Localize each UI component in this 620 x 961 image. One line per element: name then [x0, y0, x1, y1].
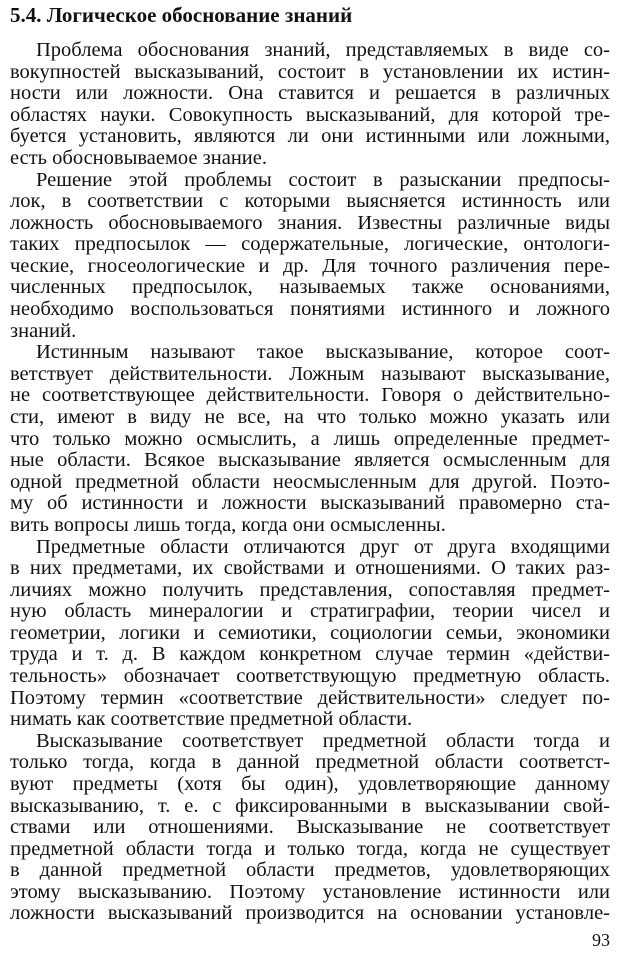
text-line: только тогда, когда в данной предметной области соответст-: [10, 751, 610, 774]
text-line: Предметные области отличаются друг от друга входящими: [36, 535, 610, 558]
text-line: высказыванию, т. е. с фиксированными в высказывании свой-: [10, 794, 610, 817]
text-line: ные области. Всякое высказывание является осмысленным для: [10, 449, 610, 472]
text-line: Высказывание соответствует предметной области тогда и: [36, 729, 610, 752]
text-line: областях науки. Совокупность высказываний, для которой тре-: [10, 103, 610, 126]
text-line: ческие, гносеологические и др. Для точного различения пере-: [10, 254, 610, 277]
text-line: ложности высказываний производится на основании установле-: [10, 902, 610, 925]
text-line: Поэтому термин «соответствие действительности» следует по-: [10, 686, 610, 709]
text-line: нимать как соответствие предметной области.: [10, 708, 413, 731]
text-line: вить вопросы лишь тогда, когда они осмысленны.: [10, 513, 446, 536]
text-line: одной предметной области неосмысленным для другой. Поэто-: [10, 470, 610, 493]
text-line: численных предпосылок, называемых также основаниями,: [10, 276, 610, 299]
text-line: не соответствующее действительности. Говоря о действительно-: [10, 384, 610, 407]
text-line: в них предметами, их свойствами и отношениями. О таких раз-: [10, 557, 610, 579]
text-line: Истинным называют такое высказывание, которое соот-: [36, 341, 610, 364]
page-number: 93: [592, 930, 610, 950]
text-line: лок, в соответствии с которыми выясняется истинность или: [10, 190, 610, 213]
text-line: ложность обосновываемого знания. Известны различные виды: [10, 211, 610, 234]
text-line: ветствует действительности. Ложным называют высказывание,: [10, 362, 610, 385]
text-line: необходимо воспользоваться понятиями истинного и ложного: [10, 298, 610, 320]
text-line: Решение этой проблемы состоит в разыскании предпосы-: [36, 168, 610, 191]
text-line: труда и т. д. В каждом конкретном случае термин «действи-: [10, 643, 610, 666]
text-line: ствами или отношениями. Высказывание не соответствует: [10, 816, 610, 839]
text-line: этому высказыванию. Поэтому установление истинности или: [10, 880, 610, 903]
text-line: Проблема обоснования знаний, представляемых в виде со-: [36, 39, 610, 61]
text-line: вуют предметы (хотя бы один), удовлетворяющие данному: [10, 772, 610, 795]
text-line: ную область минералогии и стратиграфии, теории чисел и: [10, 600, 610, 623]
text-line: вокупностей высказываний, состоит в установлении их истин-: [10, 60, 610, 83]
text-line: сти, имеют в виду не все, на что только можно указать или: [10, 406, 610, 428]
text-line: буется установить, являются ли они истинными или ложными,: [10, 125, 610, 148]
text-line: есть обосновываемое знание.: [10, 146, 267, 169]
text-line: геометрии, логики и семиотики, социологии семьи, экономики: [10, 621, 610, 644]
text-line: таких предпосылок — содержательные, логические, онтологи-: [10, 233, 610, 256]
text-line: предметной области тогда и только тогда, когда не существует: [10, 837, 610, 860]
text-line: тельность» обозначает соответствующую предметную область.: [10, 665, 610, 687]
text-line: му об истинности и ложности высказываний правомерно ста-: [10, 492, 610, 515]
text-line: личиях можно получить представления, сопоставляя предмет-: [10, 578, 610, 601]
text-line: в данной предметной области предметов, удовлетворяющих: [10, 859, 610, 882]
text-line: знаний.: [10, 319, 77, 342]
text-line: ности или ложности. Она ставится и решается в различных: [10, 82, 610, 105]
text-line: что только можно осмыслить, а лишь определенные предмет-: [10, 427, 610, 450]
section-heading: 5.4. Логическое обоснование знаний: [10, 3, 353, 27]
